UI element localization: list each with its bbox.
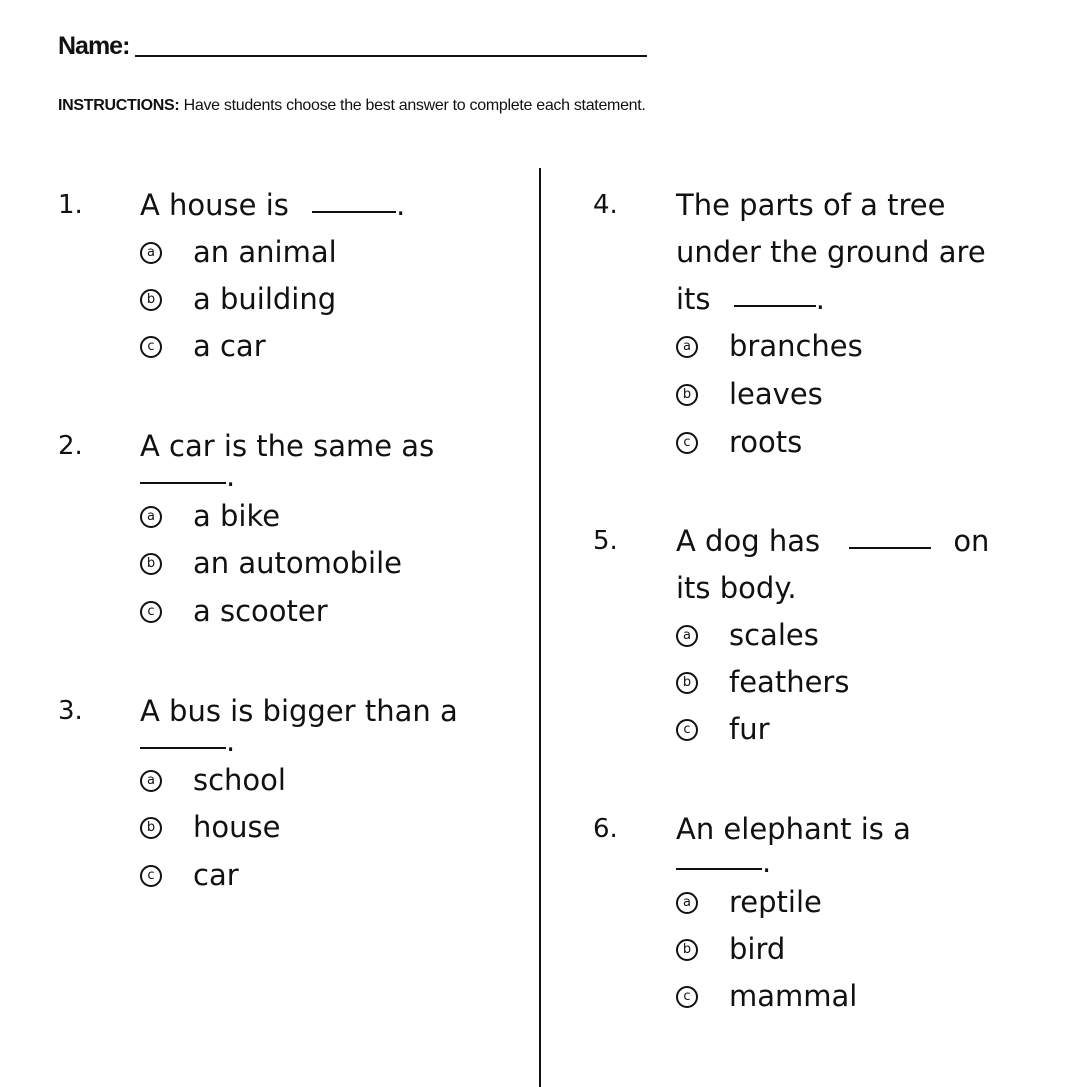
choice-text: a scooter [193, 594, 328, 628]
choice-text: a car [193, 329, 266, 363]
choice-bubble[interactable]: c [676, 432, 698, 454]
choice-text: roots [729, 425, 803, 459]
choice-a[interactable] [676, 612, 819, 659]
answer-blank [140, 746, 226, 749]
choice-text: a bike [193, 499, 281, 533]
question-number: 5. [593, 526, 618, 556]
question-text: A car is the same as [140, 429, 435, 463]
choice-bubble[interactable]: b [140, 817, 162, 839]
instructions-label: INSTRUCTIONS: [58, 97, 180, 114]
choice-bubble[interactable]: a [140, 770, 162, 792]
question-text: its body. [676, 571, 797, 605]
choice-text: an animal [193, 235, 337, 269]
question-text-line [676, 565, 797, 612]
choice-bubble[interactable]: c [140, 336, 162, 358]
choice-text: mammal [729, 979, 858, 1013]
choice-bubble[interactable]: b [676, 384, 698, 406]
choice-bubble[interactable]: c [676, 719, 698, 741]
question-text-line [676, 229, 986, 276]
choice-text: scales [729, 618, 819, 652]
choice-bubble[interactable]: b [140, 289, 162, 311]
choice-text: school [193, 763, 286, 797]
instructions-text: Have students choose the best answer to complete each statement. [183, 97, 646, 114]
name-label: Name: [58, 32, 130, 60]
choice-bubble[interactable]: c [140, 865, 162, 887]
choice-c[interactable] [676, 706, 770, 753]
name-blank-line[interactable] [135, 54, 647, 57]
choice-bubble[interactable]: c [140, 601, 162, 623]
choice-a[interactable] [676, 879, 822, 926]
question-text-end: . [226, 724, 236, 758]
choice-text: branches [729, 329, 863, 363]
choice-c[interactable] [140, 588, 328, 635]
answer-blank [676, 867, 762, 870]
choice-text: leaves [729, 377, 823, 411]
choice-text: fur [729, 712, 770, 746]
question-text-line [676, 518, 989, 565]
choice-bubble[interactable]: a [676, 336, 698, 358]
choice-b[interactable] [140, 804, 280, 851]
question-text-line [676, 276, 825, 323]
choice-b[interactable] [676, 926, 785, 973]
answer-blank [734, 304, 816, 307]
choice-c[interactable] [676, 419, 802, 466]
question-text: A dog has [676, 524, 821, 558]
choice-b[interactable] [676, 659, 849, 706]
choice-bubble[interactable]: b [676, 672, 698, 694]
choice-text: bird [729, 932, 786, 966]
question-text-end: on [953, 524, 990, 558]
choice-bubble[interactable]: b [140, 553, 162, 575]
question-number: 2. [58, 431, 83, 461]
choice-bubble[interactable]: a [676, 625, 698, 647]
question-text-line [140, 182, 405, 229]
answer-blank [312, 210, 396, 213]
question-text: under the ground are [676, 235, 986, 269]
choice-bubble[interactable]: b [676, 939, 698, 961]
choice-text: house [193, 810, 281, 844]
question-text: its [676, 282, 711, 316]
question-number: 1. [58, 190, 83, 220]
answer-blank [849, 546, 931, 549]
name-row [58, 32, 647, 61]
column-divider [539, 168, 541, 1087]
question-text: A house is [140, 188, 289, 222]
choice-a[interactable] [140, 493, 280, 540]
question-text-end: . [762, 845, 772, 879]
question-text: An elephant is a [676, 812, 911, 846]
question-text-end: . [396, 188, 406, 222]
choice-b[interactable] [140, 276, 336, 323]
choice-b[interactable] [140, 540, 402, 587]
answer-blank [140, 481, 226, 484]
choice-c[interactable] [140, 323, 266, 370]
question-text-line [676, 182, 945, 229]
question-text-end: . [226, 459, 236, 493]
choice-bubble[interactable]: a [676, 892, 698, 914]
choice-b[interactable] [676, 371, 823, 418]
choice-bubble[interactable]: a [140, 506, 162, 528]
choice-text: an automobile [193, 546, 402, 580]
choice-text: reptile [729, 885, 822, 919]
question-number: 6. [593, 814, 618, 844]
question-number: 4. [593, 190, 618, 220]
question-text: A bus is bigger than a [140, 694, 458, 728]
choice-a[interactable] [676, 323, 863, 370]
choice-text: a building [193, 282, 337, 316]
choice-a[interactable] [140, 757, 286, 804]
choice-c[interactable] [140, 852, 239, 899]
choice-a[interactable] [140, 229, 337, 276]
choice-bubble[interactable]: c [676, 986, 698, 1008]
instructions [58, 97, 646, 115]
choice-c[interactable] [676, 973, 857, 1020]
choice-text: feathers [729, 665, 850, 699]
question-text: The parts of a tree [676, 188, 946, 222]
choice-bubble[interactable]: a [140, 242, 162, 264]
choice-text: car [193, 858, 239, 892]
question-text-end: . [815, 282, 825, 316]
question-number: 3. [58, 696, 83, 726]
